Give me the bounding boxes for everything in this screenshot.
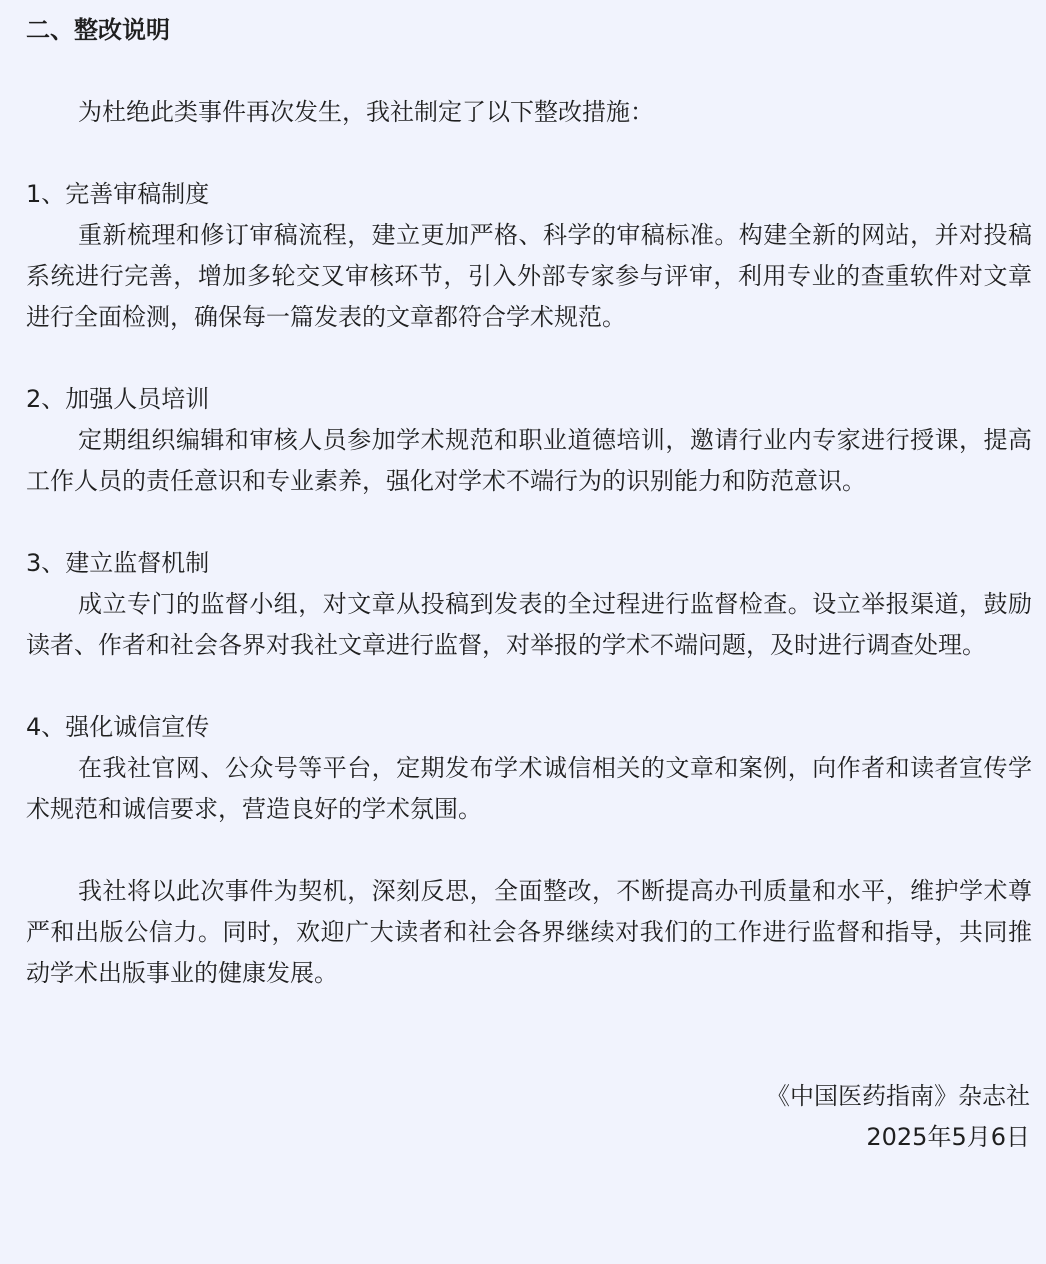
measure-item-1 [26,174,1032,338]
measure-title: 4、强化诚信宣传 [26,713,210,741]
measure-title: 2、加强人员培训 [26,385,210,413]
measure-item-2 [26,379,1032,502]
document-body [26,10,1032,1158]
closing-paragraph: 我社将以此次事件为契机，深刻反思，全面整改，不断提高办刊质量和水平，维护学术尊严和出版公信力。同时，欢迎广大读者和社会各界继续对我们的工作进行监督和指导，共同推动学术出版事业的健康发展。 [26,877,1032,987]
measure-title: 1、完善审稿制度 [26,180,210,208]
intro-paragraph: 为杜绝此类事件再次发生，我社制定了以下整改措施： [78,98,654,126]
signature-org: 《中国医药指南》杂志社 [766,1082,1030,1110]
signature-date: 2025年5月6日 [866,1123,1030,1151]
measure-body: 在我社官网、公众号等平台，定期发布学术诚信相关的文章和案例，向作者和读者宣传学术规范和诚信要求，营造良好的学术氛围。 [26,754,1032,823]
measure-body: 重新梳理和修订审稿流程，建立更加严格、科学的审稿标准。构建全新的网站，并对投稿系统进行完善，增加多轮交叉审核环节，引入外部专家参与评审，利用专业的查重软件对文章进行全面检测，确保每一篇发表的文章都符合学术规范。 [26,221,1032,331]
measure-item-4 [26,707,1032,830]
measure-body: 成立专门的监督小组，对文章从投稿到发表的全过程进行监督检查。设立举报渠道，鼓励读者、作者和社会各界对我社文章进行监督，对举报的学术不端问题，及时进行调查处理。 [26,590,1032,659]
measure-title: 3、建立监督机制 [26,549,210,577]
section-heading: 二、整改说明 [26,16,170,44]
measure-body: 定期组织编辑和审核人员参加学术规范和职业道德培训，邀请行业内专家进行授课，提高工作人员的责任意识和专业素养，强化对学术不端行为的识别能力和防范意识。 [26,426,1032,495]
measure-item-3 [26,543,1032,666]
